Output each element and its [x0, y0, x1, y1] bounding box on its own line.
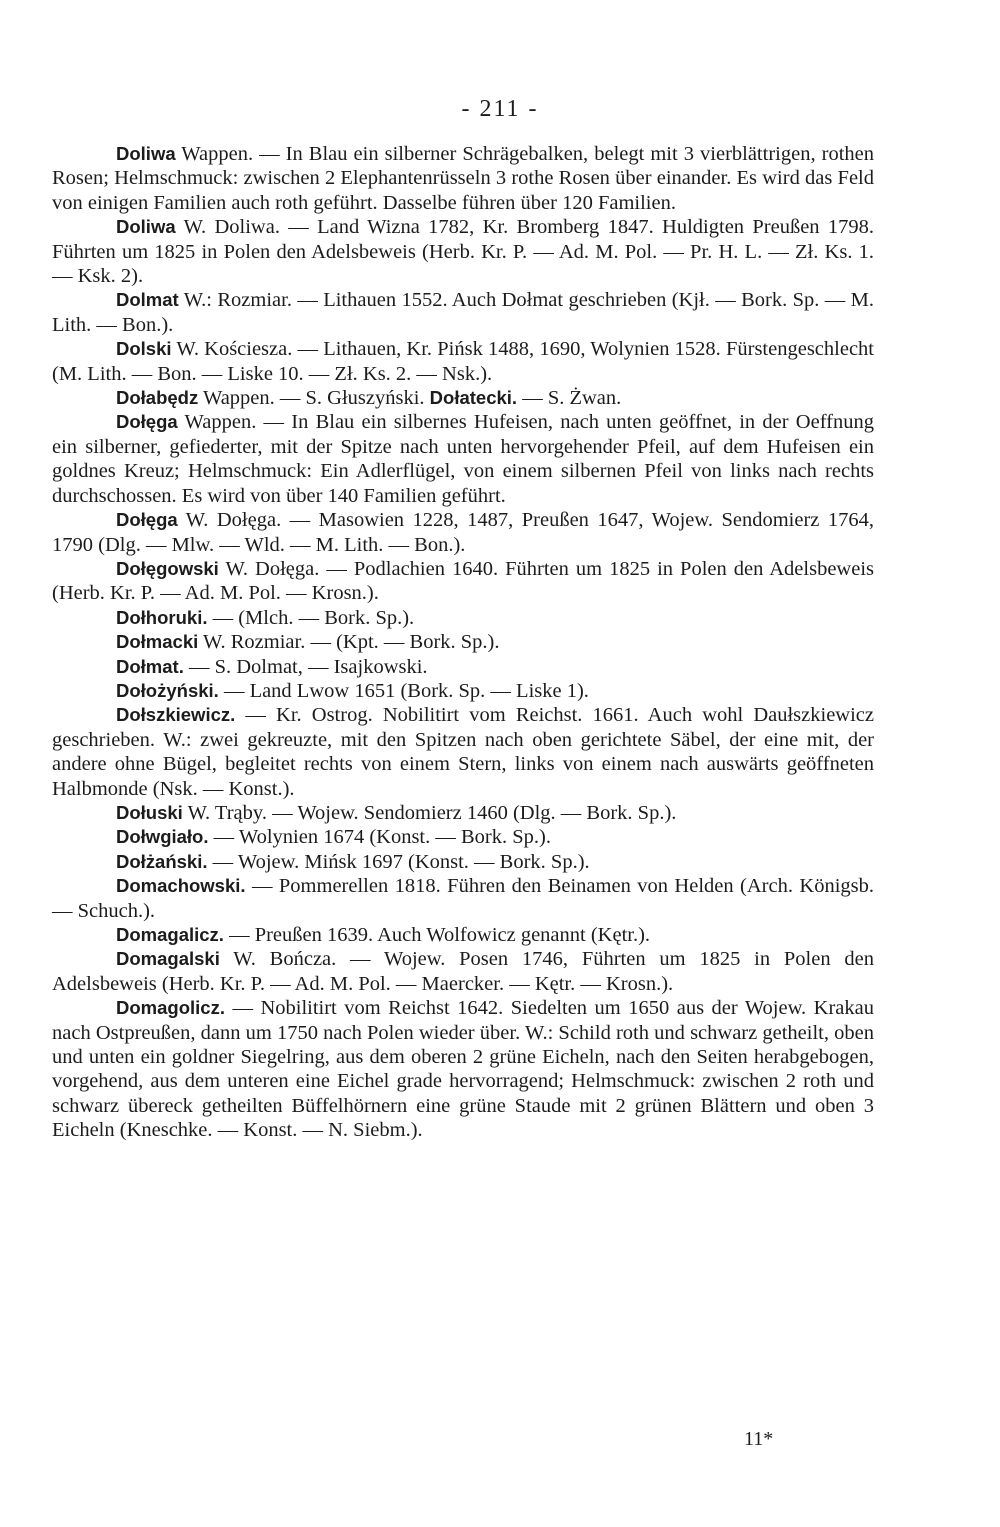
entry-headword: Domagalicz. — [116, 924, 224, 945]
entry-dolszkiewicz — [52, 703, 874, 801]
entry-headword: Domachowski. — [116, 875, 246, 897]
entry-headword: Dołęga — [116, 411, 178, 433]
entry-headword: Doliwa — [116, 143, 176, 164]
entry-headword: Dołożyński. — [116, 679, 219, 701]
entry-headword: Domagalski — [116, 948, 220, 970]
entry-headword: Dołmat. — [116, 655, 184, 677]
entry-domagalski — [52, 947, 874, 996]
entry-headword: Dolmat — [116, 289, 179, 311]
entry-dolega-wappen — [52, 410, 874, 508]
entry-domagolicz — [52, 996, 874, 1142]
entry-dolabedz — [52, 386, 874, 410]
entry-text: Wappen. — In Blau ein silberner Schrägebalken, belegt mit 3 vierblättrigen, rothen Rosen; Helmschmuck: zwischen 2 Elephantenrüsseln 3 rothe Rosen über einander. Es wird das Feld von einigen Familien auch roth geführt. Dasselbe führen über 120 Familien. — [52, 143, 874, 214]
entry-headword: Doliwa — [116, 216, 176, 238]
entry-dolozynski — [52, 679, 874, 703]
entry-headword: Dołmacki — [116, 631, 199, 653]
entry-dolmat-ref — [52, 655, 874, 679]
entry-dolegowski — [52, 557, 874, 606]
entry-dolhoruki — [52, 606, 874, 630]
entry-dolwgialo — [52, 825, 874, 849]
entry-text: W. Bończa. — Wojew. Posen 1746, Führten um 1825 in Polen den Adelsbeweis (Herb. Kr. P. — Ad. M. Pol. — Maercker. — Kętr. — Krosn.). — [52, 948, 874, 995]
entry-text: W. Rozmiar. — (Kpt. — Bork. Sp.). — [198, 631, 500, 654]
entry-dolski — [52, 337, 874, 386]
signature-mark: 11* — [744, 1428, 774, 1450]
entry-headword: Dołżański. — [116, 850, 208, 872]
entry-text: Wappen. — S. Głuszyński. — [198, 387, 430, 410]
entry-dolmat — [52, 288, 874, 337]
entry-dolmacki — [52, 630, 874, 654]
entry-text: — Kr. Ostrog. Nobilitirt vom Reichst. 1661. Auch wohl Daułszkiewicz geschrieben. W.: zwei gekreuzte, mit den Spitzen nach oben gerichtete Säbel, der eine mit, der andere ohne Bügel, begleitet rechts von einem Stern, links von einem nach auswärts geöffneten Halbmonde (Nsk. — Konst.). — [52, 704, 874, 800]
entry-doluski — [52, 801, 874, 825]
entry-headword: Domagolicz. — [116, 997, 225, 1019]
entry-text: — Land Lwow 1651 (Bork. Sp. — Liske 1). — [218, 679, 589, 702]
page-number: - 211 - — [461, 96, 539, 122]
entry-headword: Dołęga — [116, 509, 178, 531]
entry-text: — Wojew. Mińsk 1697 (Konst. — Bork. Sp.). — [207, 850, 590, 873]
entry-text: W. Kościesza. — Lithauen, Kr. Pińsk 1488, 1690, Wolynien 1528. Fürstengeschlecht (M. Lith. — Bon. — Liske 10. — Zł. Ks. 2. — Nsk.). — [52, 338, 874, 385]
entry-headword: Dolski — [116, 338, 172, 360]
entry-headword: Dołwgiało. — [116, 826, 209, 848]
entry-text: W. Doliwa. — Land Wizna 1782, Kr. Bromberg 1847. Huldigten Preußen 1798. Führten um 1825 in Polen den Adelsbeweis (Herb. Kr. P. — Ad. M. Pol. — Pr. H. L. — Zł. Ks. 1. — Ksk. 2). — [52, 216, 874, 288]
entry-text: — S. Dolmat, — Isajkowski. — [183, 655, 428, 678]
entry-text: W.: Rozmiar. — Lithauen 1552. Auch Dołmat geschrieben (Kjł. — Bork. Sp. — M. Lith. — Bon.). — [52, 289, 874, 336]
entry-doliwa — [52, 215, 874, 288]
entry-text: W. Dołęga. — Masowien 1228, 1487, Preußen 1647, Wojew. Sendomierz 1764, 1790 (Dlg. — Mlw. — Wld. — M. Lith. — Bon.). — [52, 509, 874, 556]
entry-doliwa-wappen — [52, 142, 874, 215]
entry-dolega — [52, 508, 874, 557]
entry-text: — Wolynien 1674 (Konst. — Bork. Sp.). — [208, 826, 551, 849]
entry-text: W. Trąby. — Wojew. Sendomierz 1460 (Dlg. — Bork. Sp.). — [182, 801, 677, 824]
entry-domachowski — [52, 874, 874, 923]
entry-text: — Preußen 1639. Auch Wolfowicz genannt (Kętr.). — [223, 924, 651, 946]
entry-text-secondary: — S. Żwan. — [517, 387, 622, 410]
entry-headword: Dołhoruki. — [116, 606, 208, 628]
text-body — [52, 142, 874, 1143]
entry-domagalicz — [52, 923, 874, 947]
entry-headword: Dołęgowski — [116, 557, 219, 579]
entry-headword: Dołszkiewicz. — [116, 704, 236, 726]
entry-text: Wappen. — In Blau ein silbernes Hufeisen, nach unten geöffnet, in der Oeffnung ein silberner, gefiederter, mit der Spitze nach unten hervorgehender Pfeil, auf dem Hufeisen ein goldnes Kreuz; Helmschmuck: Ein Adlerflügel, von einem silbernen Pfeil von links nach rechts durchschossen. Es wird von über 140 Familien geführt. — [52, 411, 874, 507]
entry-text: W. Dołęga. — Podlachien 1640. Führten um 1825 in Polen den Adelsbeweis (Herb. Kr. P. — Ad. M. Pol. — Krosn.). — [52, 557, 874, 605]
entry-text: — Pommerellen 1818. Führen den Beinamen von Helden (Arch. Königsb. — Schuch.). — [52, 875, 874, 922]
entry-headword: Dołuski — [116, 801, 183, 823]
entry-text: — (Mlch. — Bork. Sp.). — [207, 606, 415, 629]
entry-headword: Dołabędz — [116, 387, 199, 409]
entry-text: — Nobilitirt vom Reichst 1642. Siedelten um 1650 aus der Wojew. Krakau nach Ostpreußen, dann um 1750 nach Polen wieder über. W.: Schild roth und schwarz getheilt, oben und unten ein goldner Siegelring, aus dem oberen 2 grüne Eicheln, nach den Seiten herabgebogen, vorgehend, aus dem unteren eine Eichel grade hervorragend; Helmschmuck: zwischen 2 roth und schwarz übereck getheilten Büffelhörnern eine grüne Staude mit 2 grünen Blättern und oben 3 Eicheln (Kneschke. — Konst. — N. Siebm.). — [52, 997, 874, 1142]
entry-headword-secondary: Dołatecki. — [429, 387, 518, 409]
entry-dolzanski — [52, 850, 874, 874]
